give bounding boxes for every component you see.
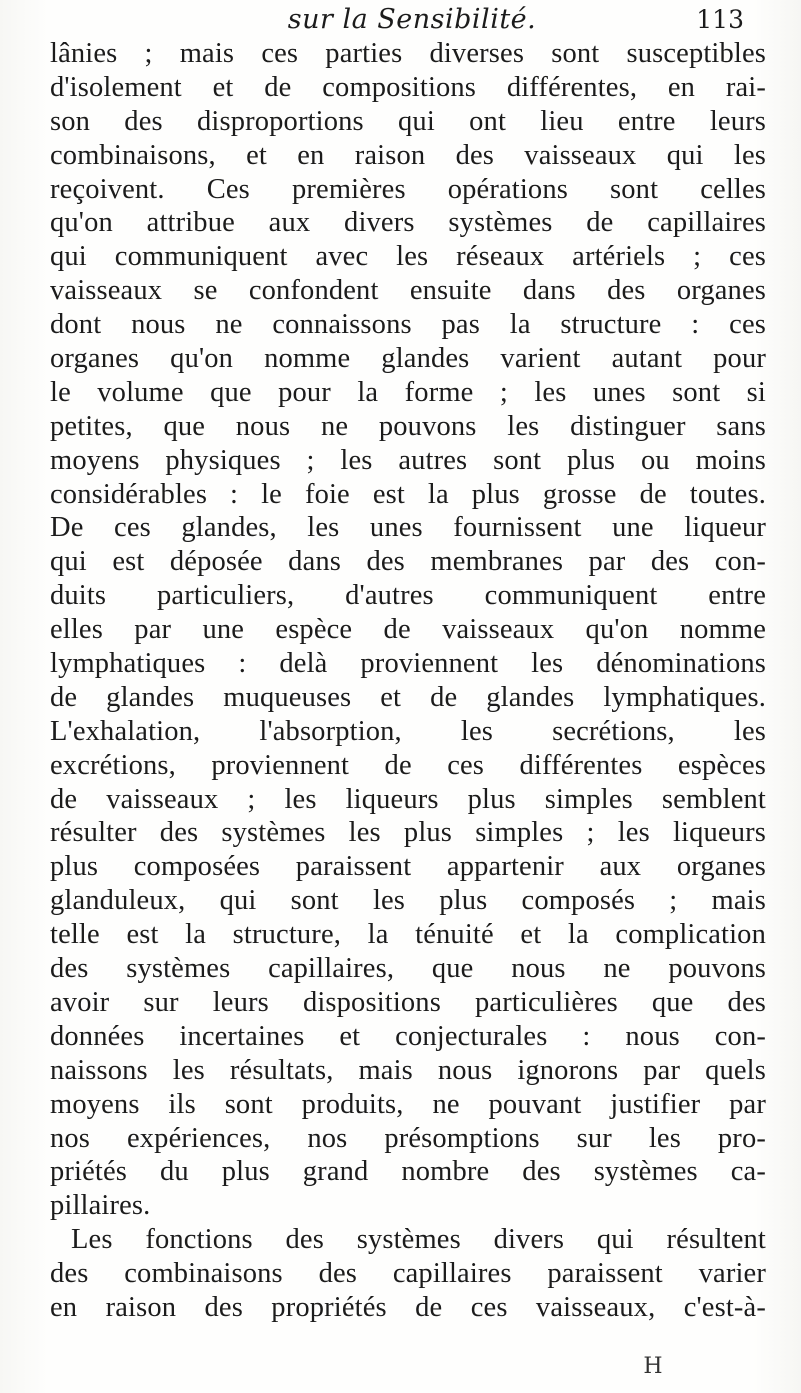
text-line: elles par une espèce de vaisseaux qu'on nomme <box>50 614 766 646</box>
running-head <box>0 2 801 38</box>
text-line: de glandes muqueuses et de glandes lymphatiques. <box>50 681 766 713</box>
text-line: données incertaines et conjecturales : nous con- <box>50 1020 766 1052</box>
body-text <box>50 37 766 1325</box>
text-line: priétés du plus grand nombre des systèmes ca- <box>50 1156 766 1188</box>
text-line: résulter des systèmes les plus simples ; les liqueurs <box>50 817 766 849</box>
text-line: Les fonctions des systèmes divers qui résultent <box>71 1224 766 1256</box>
text-line: plus composées paraissent appartenir aux organes <box>50 851 766 883</box>
text-line: petites, que nous ne pouvons les distinguer sans <box>50 410 766 442</box>
signature-mark: H <box>643 1354 663 1379</box>
text-line: lymphatiques : delà proviennent les dénominations <box>50 648 766 680</box>
text-line: nos expériences, nos présomptions sur les pro- <box>50 1122 766 1154</box>
text-line: moyens ils sont produits, ne pouvant justifier par <box>50 1088 766 1120</box>
text-line: qu'on attribue aux divers systèmes de capillaires <box>50 207 766 239</box>
text-line: son des disproportions qui ont lieu entre leurs <box>50 105 766 137</box>
text-line: considérables : le foie est la plus grosse de toutes. <box>50 478 766 510</box>
text-line: de vaisseaux ; les liqueurs plus simples semblent <box>50 783 766 815</box>
text-line: combinaisons, et en raison des vaisseaux qui les <box>50 139 766 171</box>
text-line: telle est la structure, la ténuité et la complication <box>50 919 766 951</box>
text-line: pillaires. <box>50 1190 151 1222</box>
page-number: 113 <box>696 5 744 34</box>
text-line: dont nous ne connaissons pas la structure : ces <box>50 309 766 341</box>
text-line: d'isolement et de compositions différentes, en rai- <box>50 71 766 103</box>
text-line: des systèmes capillaires, que nous ne pouvons <box>50 953 766 985</box>
text-line: le volume que pour la forme ; les unes sont si <box>50 376 766 408</box>
text-line: L'exhalation, l'absorption, les secrétions, les <box>50 715 766 747</box>
text-line: De ces glandes, les unes fournissent une liqueur <box>50 512 766 544</box>
text-line: naissons les résultats, mais nous ignorons par quels <box>50 1054 766 1086</box>
text-line: duits particuliers, d'autres communiquent entre <box>50 580 766 612</box>
text-line: moyens physiques ; les autres sont plus ou moins <box>50 444 766 476</box>
text-line: qui est déposée dans des membranes par des con- <box>50 546 766 578</box>
running-title: sur la Sensibilité. <box>287 4 537 35</box>
text-line: organes qu'on nomme glandes varient autant pour <box>50 343 766 375</box>
text-line: des combinaisons des capillaires paraissent varier <box>50 1258 766 1290</box>
text-line: qui communiquent avec les réseaux artériels ; ces <box>50 241 766 273</box>
text-line: en raison des propriétés de ces vaisseaux, c'est-à- <box>50 1291 766 1323</box>
text-line: avoir sur leurs dispositions particulières que des <box>50 986 766 1018</box>
text-line: excrétions, proviennent de ces différentes espèces <box>50 749 766 781</box>
text-line: vaisseaux se confondent ensuite dans des organes <box>50 275 766 307</box>
text-line: reçoivent. Ces premières opérations sont celles <box>50 173 766 205</box>
text-line: lânies ; mais ces parties diverses sont susceptibles <box>50 38 766 69</box>
text-line: glanduleux, qui sont les plus composés ; mais <box>50 885 766 917</box>
